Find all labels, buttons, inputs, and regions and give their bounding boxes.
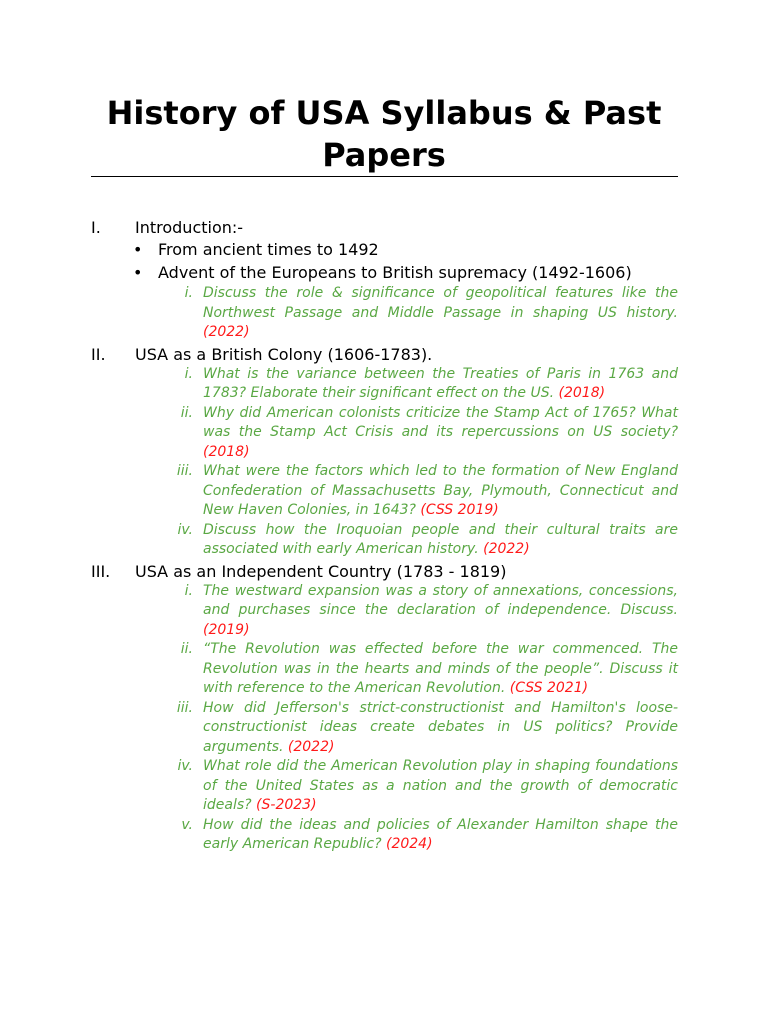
section-heading (91, 218, 678, 238)
section-number: III. (91, 561, 111, 581)
question-number: iii. (176, 699, 193, 716)
question-text: What role did the American Revolution play in shaping foundations of the United States as a nation and the growth of democratic ideals? (203, 758, 678, 813)
exam-year-tag: (CSS 2021) (509, 680, 589, 696)
question-item (91, 404, 678, 463)
section-number: I. (91, 218, 101, 237)
question-item (91, 640, 678, 699)
question-text: How did Jefferson's strict-constructionist and Hamilton's loose-constructionist ideas create debates in US politics? Provide arguments. (203, 699, 678, 755)
question-item (91, 462, 678, 521)
topic-item (91, 261, 678, 284)
document-title: History of USA Syllabus & Past Papers (106, 94, 662, 174)
question-text: What were the factors which led to the formation of New England Confederation of Massachusetts Bay, Plymouth, Connecticut and New Haven Colonies, in 1643? (203, 463, 678, 518)
question-number: i. (184, 365, 193, 382)
question-number: i. (184, 285, 193, 301)
question-text: How did the ideas and policies of Alexander Hamilton shape the early American Republic? (203, 816, 678, 852)
topic-text: From ancient times to 1492 (158, 240, 379, 259)
question-item (91, 757, 678, 816)
topic-item (91, 238, 678, 261)
past-paper-questions (91, 582, 678, 855)
question-number: iii. (176, 463, 193, 479)
question-text: What is the variance between the Treaties of Paris in 1763 and 1783? Elaborate their significant effect on the US. (203, 365, 678, 401)
exam-year-tag: (CSS 2019) (420, 502, 499, 518)
question-number: ii. (180, 404, 193, 421)
title-divider (91, 176, 678, 177)
exam-year-tag: (2022) (203, 324, 250, 340)
section-heading (91, 345, 678, 365)
question-text: Discuss the role & significance of geopolitical features like the Northwest Passage and Middle Passage in shaping US history. (203, 285, 678, 321)
question-item (91, 582, 678, 641)
question-number: iv. (177, 521, 193, 538)
question-number: iv. (177, 758, 193, 774)
exam-year-tag: (2022) (483, 541, 530, 557)
question-item (91, 365, 678, 404)
exam-year-tag: (2018) (558, 385, 606, 401)
section-title: Introduction:- (135, 218, 244, 237)
question-text: Why did American colonists criticize the Stamp Act of 1765? What was the Stamp Act Crisis and its repercussions on US society? (203, 404, 678, 440)
exam-year-tag: (2022) (287, 738, 335, 755)
section-title: USA as a British Colony (1606-1783). (135, 344, 433, 364)
exam-year-tag: (2018) (203, 443, 250, 460)
question-text: Discuss how the Iroquoian people and their cultural traits are associated with early American history. (203, 521, 678, 557)
question-text: The westward expansion was a story of annexations, concessions, and purchases since the declaration of independence. Discuss. (203, 582, 678, 618)
question-item (91, 816, 678, 855)
syllabus-outline (91, 218, 678, 855)
exam-year-tag: (S-2023) (256, 797, 317, 813)
past-paper-questions (91, 284, 678, 343)
question-number: i. (184, 582, 193, 599)
question-number: ii. (180, 641, 193, 657)
exam-year-tag: (2024) (386, 836, 433, 852)
question-number: v. (181, 816, 193, 833)
section-title: USA as an Independent Country (1783 - 1819) (135, 561, 507, 581)
question-item (91, 521, 678, 560)
bullet-icon: • (133, 240, 143, 259)
section-number: II. (91, 344, 106, 364)
syllabus-section (91, 218, 678, 343)
topic-text: Advent of the Europeans to British supremacy (1492-1606) (158, 263, 632, 282)
question-item (91, 699, 678, 758)
syllabus-section (91, 562, 678, 855)
topic-list (91, 238, 678, 284)
exam-year-tag: (2019) (203, 621, 250, 638)
past-paper-questions (91, 365, 678, 560)
question-item (91, 284, 678, 343)
section-heading (91, 562, 678, 582)
syllabus-section (91, 345, 678, 560)
bullet-icon: • (133, 263, 143, 282)
question-text: “The Revolution was effected before the war commenced. The Revolution was in the hearts and minds of the people”. Discuss it with reference to the American Revolution. (203, 641, 678, 696)
